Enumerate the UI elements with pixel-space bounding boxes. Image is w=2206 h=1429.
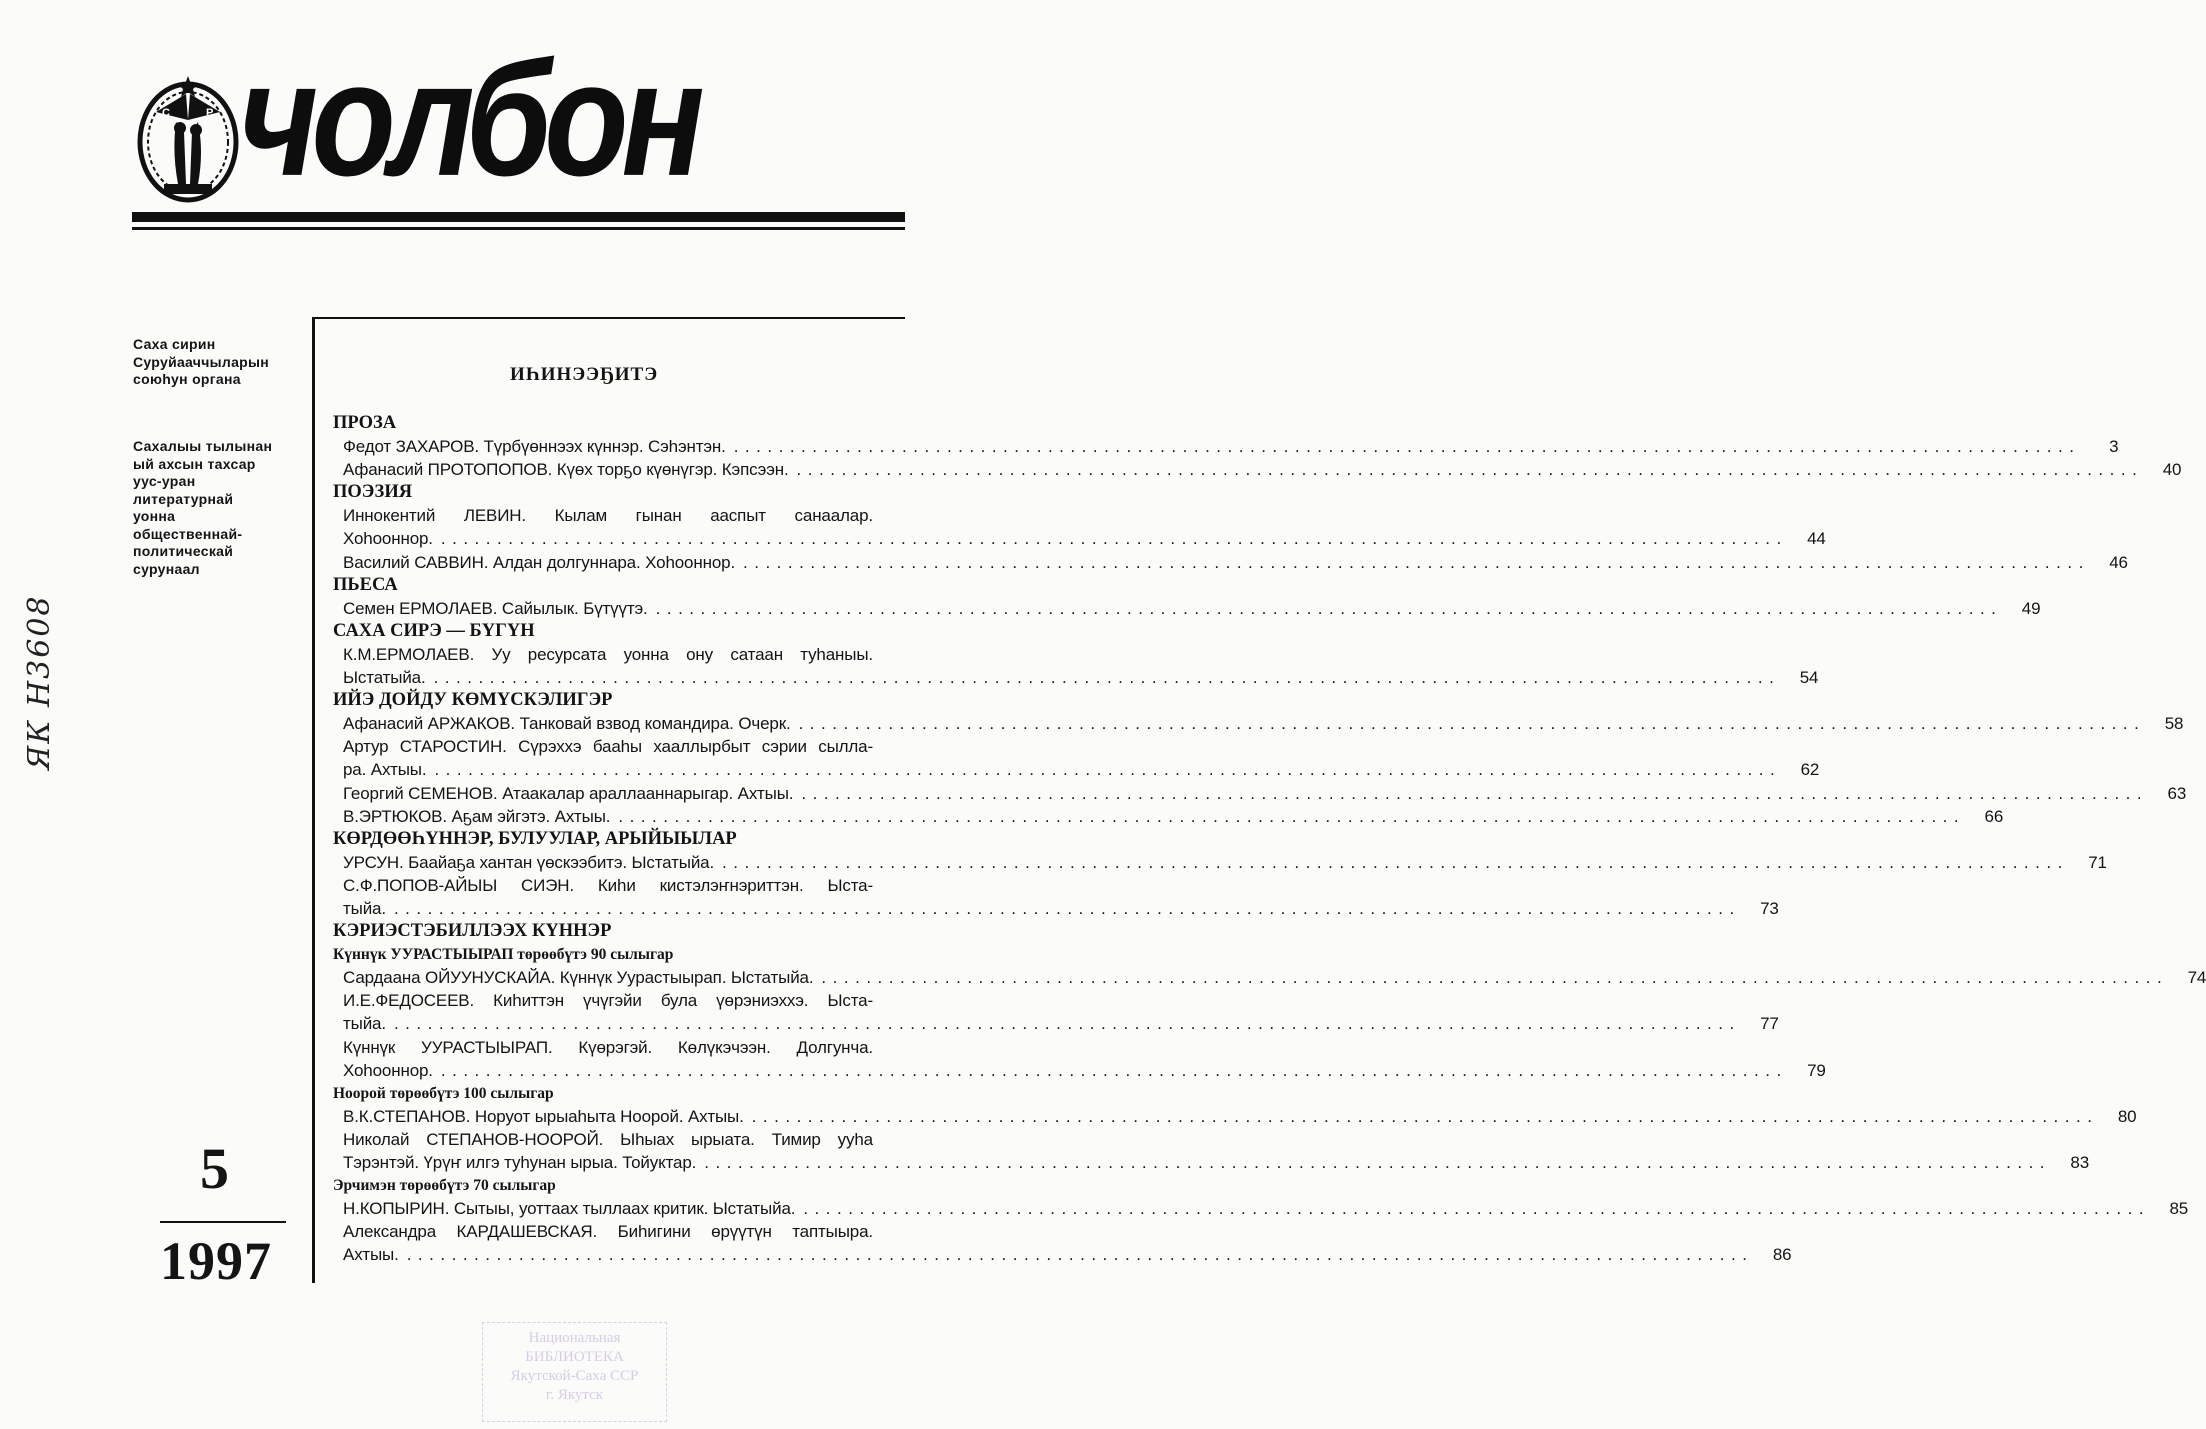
- toc-entry-last-line: [343, 782, 2187, 805]
- toc-entry-text: И.Е.ФЕДОСЕЕВ. Киһиттэн үчүгэйи була үөрэниэххэ. Ыста-: [343, 991, 873, 1011]
- handwritten-shelfmark: ЯК Н3608: [22, 594, 57, 770]
- toc-page-number: 63: [2167, 783, 2187, 803]
- toc-subsection-heading: Күннүк УУРАСТЫЫРАП төрөөбүтэ 90 сылыгар: [333, 946, 674, 964]
- toc-entry-text: тыйа.: [343, 898, 386, 918]
- toc-page-number: 40: [2162, 460, 2182, 480]
- toc-page-number: 77: [1760, 1014, 1779, 1034]
- toc-section-heading: ПРОЗА: [333, 413, 397, 433]
- toc-entry: [333, 735, 1820, 781]
- description-line: общественнай-: [133, 525, 243, 542]
- toc-entry-last-line: [343, 712, 2184, 735]
- toc-entry-text: Семен ЕРМОЛАЕВ. Сайылык. Бүтүүтэ.: [343, 598, 648, 618]
- toc-entry-text: Ахтыы.: [343, 1245, 399, 1265]
- issue-year: 1997: [160, 1231, 272, 1291]
- toc-page-number: 79: [1807, 1060, 1826, 1080]
- leader-dots: ........................................................................................................................: [751, 1106, 2099, 1126]
- toc-entry: [333, 1220, 1792, 1266]
- toc-entry: [333, 874, 1779, 920]
- toc-page-number: 85: [2169, 1199, 2189, 1219]
- toc-page-number: 58: [2164, 714, 2184, 734]
- toc-entry-text: Хоһооннор.: [343, 1060, 433, 1080]
- stamp-line: Национальная: [528, 1330, 621, 1346]
- toc-page-number: 83: [2070, 1153, 2090, 1172]
- toc-entry-text: С.Ф.ПОПОВ-АЙЫЫ СИЭН. Киһи кистэлэҥнэриттэн. Ыста-: [343, 875, 873, 895]
- magazine-title: чолбон: [238, 28, 698, 211]
- toc-entry: [333, 435, 2119, 458]
- toc-entry-text: тыйа.: [343, 1014, 386, 1034]
- toc-entry-last-line: [343, 458, 2182, 481]
- toc-entry: [333, 504, 1826, 550]
- toc-section-heading: ПЬЕСА: [333, 574, 398, 595]
- toc-entry-text: Афанасий АРЖАКОВ. Танковай взвод командира. Очерк.: [343, 714, 791, 734]
- column-divider: [312, 317, 315, 1283]
- leader-dots: ........................................................................................................................: [440, 529, 1788, 549]
- leader-dots: ........................................................................................................................: [798, 714, 2146, 734]
- toc-entry: [333, 712, 2184, 735]
- toc-entry-text: Федот ЗАХАРОВ. Түрбүөннээх күннэр. Сэһэнтэн.: [343, 437, 726, 457]
- leader-dots: ........................................................................................................................: [393, 1014, 1741, 1034]
- toc-entry-text: Александра КАРДАШЕВСКАЯ. Биһигини өрүүтүн таптыыра.: [343, 1222, 873, 1242]
- toc-entry: [333, 782, 2187, 805]
- header-rule-thick: [132, 212, 905, 222]
- leader-dots: ........................................................................................................................: [743, 552, 2090, 572]
- publisher-line: Саха сирин: [133, 336, 216, 352]
- description-line: сурунаал: [133, 560, 200, 577]
- toc-entry-last-line: [343, 666, 1819, 689]
- leader-dots: ........................................................................................................................: [801, 783, 2149, 803]
- toc-entry-text: Василий САВВИН. Алдан долгуннара. Хоһооннор.: [343, 552, 736, 572]
- table-of-contents: [333, 412, 2206, 1266]
- issue-rule: [160, 1221, 286, 1223]
- toc-entry-last-line: [343, 435, 2119, 458]
- toc-entry-last-line: [343, 966, 2206, 989]
- toc-entry-text: Артур СТАРОСТИН. Сүрэххэ бааһы хааллырбыт сэрии сылла-: [343, 737, 873, 757]
- toc-page-number: 49: [2021, 598, 2041, 618]
- toc-page-number: 71: [2088, 852, 2107, 872]
- toc-entry-last-line: [343, 897, 1779, 920]
- toc-entry: [333, 643, 1819, 689]
- stamp-line: БИБЛИОТЕКА: [525, 1349, 624, 1365]
- emblem-lettering: С: [162, 107, 170, 119]
- toc-entry-text: Иннокентий ЛЕВИН. Кылам гынан ааспыт санаалар.: [343, 506, 873, 526]
- toc-entry-last-line: [343, 758, 1820, 781]
- toc-entry-last-line: [343, 551, 2128, 574]
- toc-section-heading: КӨРДӨӨҺҮННЭР, БУЛУУЛАР, АРЫЙЫЫЛАР: [333, 828, 737, 849]
- description-line: политическай: [133, 543, 234, 559]
- leader-dots: ........................................................................................................................: [704, 1153, 2052, 1172]
- toc-entry-last-line: [343, 851, 2107, 874]
- toc-entry: [333, 805, 2004, 828]
- leader-dots: ........................................................................................................................: [618, 806, 1966, 826]
- toc-entry-last-line: [343, 1012, 1779, 1035]
- leader-dots: ........................................................................................................................: [434, 760, 1782, 780]
- toc-entry: [333, 458, 2182, 481]
- description-line: уус-уран: [133, 473, 196, 489]
- toc-entry: [333, 966, 2206, 989]
- toc-entry: [333, 551, 2128, 574]
- toc-page-number: 46: [2109, 552, 2128, 572]
- toc-subsection-heading: Ноорой төрөөбүтэ 100 сылыгар: [333, 1084, 554, 1102]
- toc-entry-last-line: [343, 527, 1826, 550]
- toc-entry: [333, 1197, 2189, 1220]
- toc-entry-text: В.К.СТЕПАНОВ. Норуот ырыаһыта Ноорой. Ахтыы.: [343, 1106, 744, 1126]
- toc-section-heading: КЭРИЭСТЭБИЛЛЭЭХ КҮННЭР: [333, 921, 612, 942]
- toc-page-number: 74: [2187, 968, 2206, 988]
- toc-section-heading: САХА СИРЭ — БҮГҮН: [333, 620, 535, 641]
- stamp-line: Якутской-Саха ССР: [510, 1368, 639, 1384]
- toc-page-number: 80: [2117, 1106, 2137, 1126]
- toc-entry: [333, 1036, 1826, 1082]
- toc-entry-text: ра. Ахтыы.: [343, 760, 427, 780]
- toc-page-number: 54: [1799, 668, 1819, 688]
- toc-section-heading: ИЙЭ ДОЙДУ КӨМҮСКЭЛИГЭР: [333, 690, 613, 711]
- toc-page-number: 3: [2109, 437, 2119, 457]
- toc-entry-text: Хоһооннор.: [343, 529, 433, 549]
- toc-entry-text: УРСУН. Баайаҕа хантан үөскээбитэ. Ыстатыйа.: [343, 852, 715, 872]
- toc-entry-text: Күннүк УУРАСТЫЫРАП. Күөрэгэй. Көлүкэчээн. Долгунча.: [343, 1037, 873, 1057]
- leader-dots: ........................................................................................................................: [733, 437, 2081, 457]
- magazine-description: [133, 438, 272, 578]
- leader-dots: ........................................................................................................................: [796, 460, 2144, 480]
- toc-entry: [333, 1105, 2137, 1128]
- toc-page-number: 66: [1984, 806, 2004, 826]
- leader-dots: ........................................................................................................................: [803, 1199, 2151, 1219]
- toc-entry-text: Ыстатыйа.: [343, 668, 426, 688]
- leader-dots: ........................................................................................................................: [406, 1245, 1754, 1265]
- toc-page-number: 44: [1807, 529, 1826, 549]
- toc-page-number: 73: [1760, 898, 1779, 918]
- toc-title: ИҺИНЭЭҔИТЭ: [510, 364, 659, 385]
- toc-entry: [333, 597, 2041, 620]
- toc-entry: [333, 1128, 2090, 1174]
- toc-entry-text: Н.КОПЫРИН. Сытыы, уоттаах тыллаах критик. Ыстатыйа.: [343, 1199, 796, 1219]
- toc-entry-last-line: [343, 1243, 1792, 1266]
- leader-dots: ........................................................................................................................: [440, 1060, 1788, 1080]
- toc-entry-last-line: [343, 1197, 2189, 1220]
- description-line: Сахалыы тылынан: [133, 438, 273, 454]
- toc-entry-text: В.ЭРТЮКОВ. Аҕам эйгэтэ. Ахтыы.: [343, 806, 611, 826]
- toc-entry: [333, 989, 1779, 1035]
- toc-entry-last-line: [343, 1105, 2137, 1128]
- publisher-line: союһун органа: [133, 371, 241, 387]
- toc-entry-text: Сардаана ОЙУУНУСКАЙА. Күннүк Уурастыырап. Ыстатыйа.: [343, 968, 814, 988]
- toc-page-number: 62: [1800, 760, 1820, 780]
- toc-subsection-heading: Эрчимэн төрөөбүтэ 70 сылыгар: [333, 1177, 556, 1195]
- toc-entry-text: К.М.ЕРМОЛАЕВ. Уу ресурсата уонна ону сатаан туһаныы.: [343, 644, 873, 664]
- stamp-line: г. Якутск: [545, 1387, 604, 1403]
- coat-of-arms-emblem: [136, 72, 240, 204]
- toc-entry-last-line: [343, 597, 2041, 620]
- description-line: ый ахсын тахсар: [133, 455, 256, 472]
- library-stamp: [482, 1322, 667, 1422]
- toc-top-rule: [313, 317, 905, 319]
- leader-dots: ........................................................................................................................: [433, 668, 1781, 688]
- leader-dots: ........................................................................................................................: [722, 852, 2069, 872]
- leader-dots: ........................................................................................................................: [393, 898, 1741, 918]
- toc-page-number: 86: [1772, 1245, 1792, 1265]
- toc-entry-text: Николай СТЕПАНОВ-НООРОЙ. Ыһыах ырыата. Тимир ууһа: [343, 1129, 873, 1149]
- leader-dots: ........................................................................................................................: [655, 598, 2003, 618]
- toc-entry-text: Георгий СЕМЕНОВ. Атаакалар араллааннарыгар. Ахтыы.: [343, 783, 794, 803]
- toc-section-heading: ПОЭЗИЯ: [333, 482, 413, 503]
- publisher-note: [133, 336, 269, 389]
- toc-entry-last-line: [343, 805, 2004, 828]
- svg-text:Р: Р: [206, 107, 214, 119]
- description-line: уонна: [133, 508, 176, 524]
- toc-entry-last-line: [343, 1151, 2090, 1174]
- header-rule-thin: [132, 227, 905, 230]
- publisher-line: Суруйааччыларын: [133, 353, 270, 370]
- issue-number: 5: [200, 1136, 229, 1201]
- toc-entry-last-line: [343, 1059, 1826, 1082]
- toc-entry: [333, 851, 2107, 874]
- leader-dots: ........................................................................................................................: [821, 968, 2169, 988]
- toc-entry-text: Тэрэнтэй. Үрүҥ илгэ туһунан ырыа. Тойуктар.: [343, 1153, 697, 1172]
- description-line: литературнай: [133, 490, 234, 507]
- toc-entry-text: Афанасий ПРОТОПОПОВ. Күөх торҕо күөнүгэр. Кэпсээн.: [343, 460, 789, 480]
